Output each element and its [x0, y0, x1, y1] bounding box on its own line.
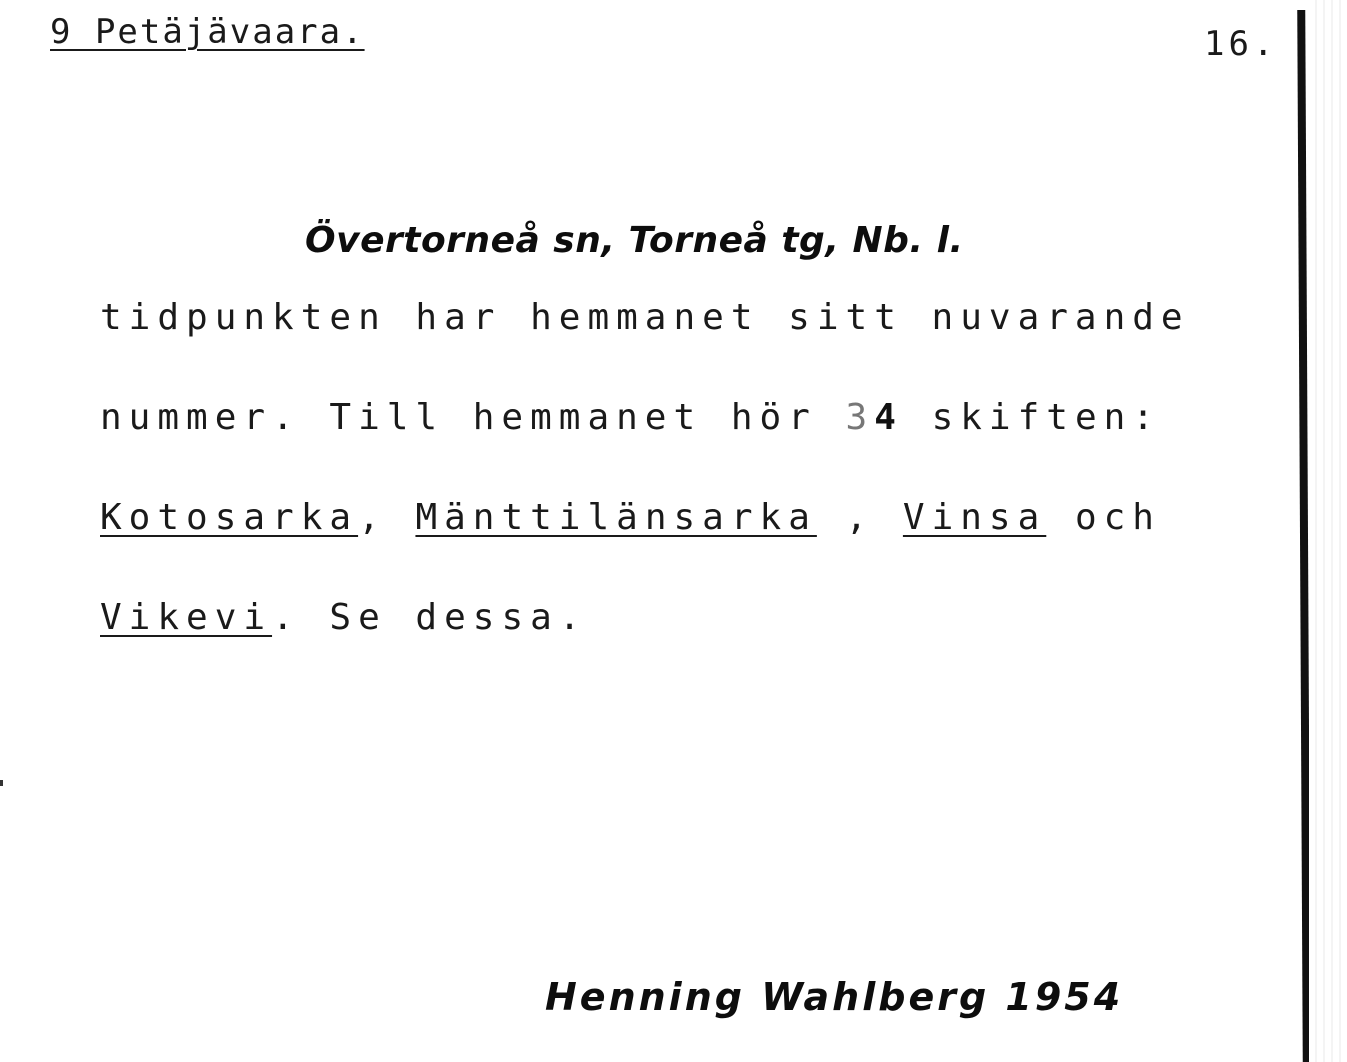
parish-stamp: Övertorneå sn, Torneå tg, Nb. l. [305, 220, 964, 261]
body-line-2 [100, 390, 1310, 490]
place-name-heading: 9 Petäjävaara. [50, 12, 365, 52]
parcel-vikevi: Vikevi [100, 597, 273, 638]
conjunction: och [1046, 497, 1161, 538]
crossed-out-number: 3 [845, 397, 875, 438]
corrected-number: 4 [874, 397, 903, 438]
scan-edge-artifact [1309, 0, 1347, 1062]
parcel-kotosarka: Kotosarka [100, 497, 359, 538]
scan-speck [0, 780, 3, 786]
body-line-4 [100, 590, 1310, 690]
card-body-text [100, 290, 1310, 690]
separator: , [358, 497, 416, 538]
parcel-manttilansarka: Mänttilänsarka [415, 497, 817, 538]
parcel-vinsa: Vinsa [902, 497, 1047, 538]
body-line-2-end: skiften: [902, 397, 1161, 438]
separator: , [816, 497, 903, 538]
signature-stamp: Henning Wahlberg 1954 [545, 975, 1124, 1019]
card-number: 16. [1204, 24, 1278, 64]
see-reference: . Se dessa. [272, 597, 588, 638]
body-line-1: tidpunkten har hemmanet sitt nuvarande [100, 297, 1190, 338]
body-line-3 [100, 490, 1310, 590]
body-line-2-start: nummer. Till hemmanet hör [100, 397, 846, 438]
